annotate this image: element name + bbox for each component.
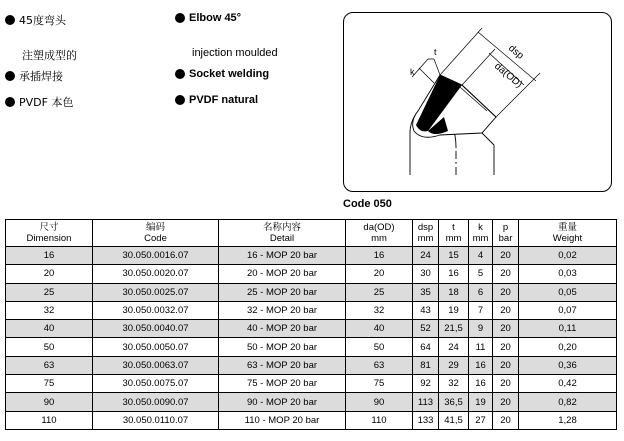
cell-detail: 32 - MOP 20 bar [219,301,346,319]
cell-da: 75 [346,375,413,393]
table-row [6,375,617,393]
cell-dsp: 30 [413,265,439,283]
cell-dimension: 20 [6,265,93,283]
bullet-dot-icon [175,13,185,23]
cell-t: 41,5 [439,411,469,429]
cell-detail: 25 - MOP 20 bar [219,283,346,301]
bullet-dot-icon [5,71,15,81]
table-row [6,247,617,265]
cell-k: 19 [469,393,493,411]
column-header-unit: Weight [552,233,583,244]
cell-code: 30.050.0063.07 [93,356,219,374]
cell-p: 20 [493,375,519,393]
cell-dsp: 133 [413,411,439,429]
cell-dimension: 50 [6,338,93,356]
cell-t: 15 [439,247,469,265]
cell-da: 20 [346,265,413,283]
cell-detail: 110 - MOP 20 bar [219,411,346,429]
cell-code: 30.050.0025.07 [93,283,219,301]
cell-p: 20 [493,356,519,374]
column-header-code [93,220,219,247]
cell-weight: 0,02 [519,247,617,265]
cell-p: 20 [493,247,519,265]
cell-dimension: 90 [6,393,93,411]
column-header-unit: Code [144,233,167,244]
cell-weight: 0,03 [519,265,617,283]
column-header-k [469,220,493,247]
cell-dsp: 43 [413,301,439,319]
figure-caption: Code 050 [343,198,392,210]
bullet-pvdf-en [175,94,258,106]
cell-da: 32 [346,301,413,319]
column-header-top: dsp [417,222,434,233]
table-row [6,393,617,411]
cell-da: 16 [346,247,413,265]
cell-weight: 0,07 [519,301,617,319]
cell-k: 6 [469,283,493,301]
column-header-t [439,220,469,247]
bullet-dot-icon [5,15,15,25]
cell-dsp: 24 [413,247,439,265]
cell-code: 30.050.0040.07 [93,320,219,338]
column-header-weight [519,220,617,247]
pvdf-cn-label: PVDF 本色 [19,96,74,109]
table-body [6,247,617,430]
cell-code: 30.050.0016.07 [93,247,219,265]
column-header-da [346,220,413,247]
cell-detail: 16 - MOP 20 bar [219,247,346,265]
cell-p: 20 [493,320,519,338]
column-header-unit: mm [417,233,434,244]
table-row [6,301,617,319]
dimensions-table [5,219,617,430]
cell-dsp: 52 [413,320,439,338]
cell-p: 20 [493,411,519,429]
column-header-top: p [502,222,509,233]
cell-detail: 20 - MOP 20 bar [219,265,346,283]
column-header-dimension [6,220,93,247]
cell-dimension: 16 [6,247,93,265]
bullet-elbow-en [175,12,241,24]
cell-t: 21,5 [439,320,469,338]
cell-weight: 0,11 [519,320,617,338]
bullet-dot-icon [175,95,185,105]
bullet-socket-en [175,68,269,80]
cell-t: 18 [439,283,469,301]
cell-da: 50 [346,338,413,356]
elbow-45-diagram [344,13,610,190]
table-row [6,320,617,338]
column-header-top: 名称内容 [262,222,301,233]
cell-p: 20 [493,301,519,319]
cell-p: 20 [493,283,519,301]
table-row [6,338,617,356]
dim-t-label: t [434,47,437,57]
cell-dimension: 75 [6,375,93,393]
dim-dsp-label: dsp [506,42,526,62]
cell-dimension: 63 [6,356,93,374]
cell-k: 7 [469,301,493,319]
cell-code: 30.050.0090.07 [93,393,219,411]
cell-k: 4 [469,247,493,265]
dim-k-label: k [410,67,415,77]
pvdf-en-label: PVDF natural [189,94,259,106]
socket-en-label: Socket welding [189,68,270,80]
elbow-diagram-frame [343,12,612,192]
cell-weight: 1,28 [519,411,617,429]
elbow-body [413,75,496,137]
cell-k: 27 [469,411,493,429]
socket-cn-label: 承插焊接 [19,70,63,83]
injection-cn-label: 注塑成型的 [22,49,77,62]
injection-en-label: injection moulded [192,47,278,59]
table-row [6,356,617,374]
cell-code: 30.050.0075.07 [93,375,219,393]
column-header-detail [219,220,346,247]
column-header-dsp [413,220,439,247]
column-header-top: t [452,222,455,233]
cell-da: 40 [346,320,413,338]
cell-da: 90 [346,393,413,411]
column-header-top: k [478,222,483,233]
cell-detail: 50 - MOP 20 bar [219,338,346,356]
cell-weight: 0,36 [519,356,617,374]
cell-dimension: 25 [6,283,93,301]
column-header-unit: Dimension [26,233,72,244]
cell-weight: 0,20 [519,338,617,356]
elbow-en-label: Elbow 45° [189,12,242,24]
cell-detail: 75 - MOP 20 bar [219,375,346,393]
cell-weight: 0,82 [519,393,617,411]
column-header-top: 尺寸 [39,222,59,233]
elbow-cn-label: 45度弯头 [19,14,66,27]
cell-code: 30.050.0020.07 [93,265,219,283]
column-header-unit: bar [498,233,513,244]
cell-dsp: 92 [413,375,439,393]
cell-k: 11 [469,338,493,356]
cell-k: 5 [469,265,493,283]
cell-t: 29 [439,356,469,374]
column-header-top: 重量 [557,222,577,233]
cell-k: 16 [469,356,493,374]
cell-code: 30.050.0050.07 [93,338,219,356]
cell-dimension: 40 [6,320,93,338]
column-header-top: da(OD) [363,222,395,233]
cell-t: 24 [439,338,469,356]
cell-dimension: 110 [6,411,93,429]
cell-detail: 90 - MOP 20 bar [219,393,346,411]
cell-t: 32 [439,375,469,393]
cell-k: 16 [469,375,493,393]
cell-dsp: 64 [413,338,439,356]
cell-da: 63 [346,356,413,374]
dim-da-label: da(OD) [492,60,525,91]
cell-detail: 63 - MOP 20 bar [219,356,346,374]
bullet-dot-icon [5,97,15,107]
cell-detail: 40 - MOP 20 bar [219,320,346,338]
cell-p: 20 [493,338,519,356]
column-header-p [493,220,519,247]
bullet-dot-icon [175,69,185,79]
column-header-unit: Detail [269,233,295,244]
bullet-socket-cn [5,68,63,84]
cell-dimension: 32 [6,301,93,319]
bullet-pvdf-cn [5,94,73,110]
cell-da: 25 [346,283,413,301]
cell-weight: 0,05 [519,283,617,301]
table-header-row [6,220,617,247]
cell-code: 30.050.0110.07 [93,411,219,429]
cell-dsp: 81 [413,356,439,374]
cell-code: 30.050.0032.07 [93,301,219,319]
cell-k: 9 [469,320,493,338]
cell-dsp: 35 [413,283,439,301]
cell-weight: 0,42 [519,375,617,393]
cell-dsp: 113 [413,393,439,411]
cell-da: 110 [346,411,413,429]
table-row [6,283,617,301]
column-header-unit: mm [445,233,462,244]
bullet-elbow-cn [5,12,66,28]
cell-p: 20 [493,393,519,411]
column-header-unit: mm [371,233,387,244]
column-header-unit: mm [472,233,489,244]
cell-t: 36,5 [439,393,469,411]
cell-t: 16 [439,265,469,283]
table-row [6,411,617,429]
table-row [6,265,617,283]
column-header-top: 编码 [145,222,165,233]
cell-p: 20 [493,265,519,283]
cell-t: 19 [439,301,469,319]
